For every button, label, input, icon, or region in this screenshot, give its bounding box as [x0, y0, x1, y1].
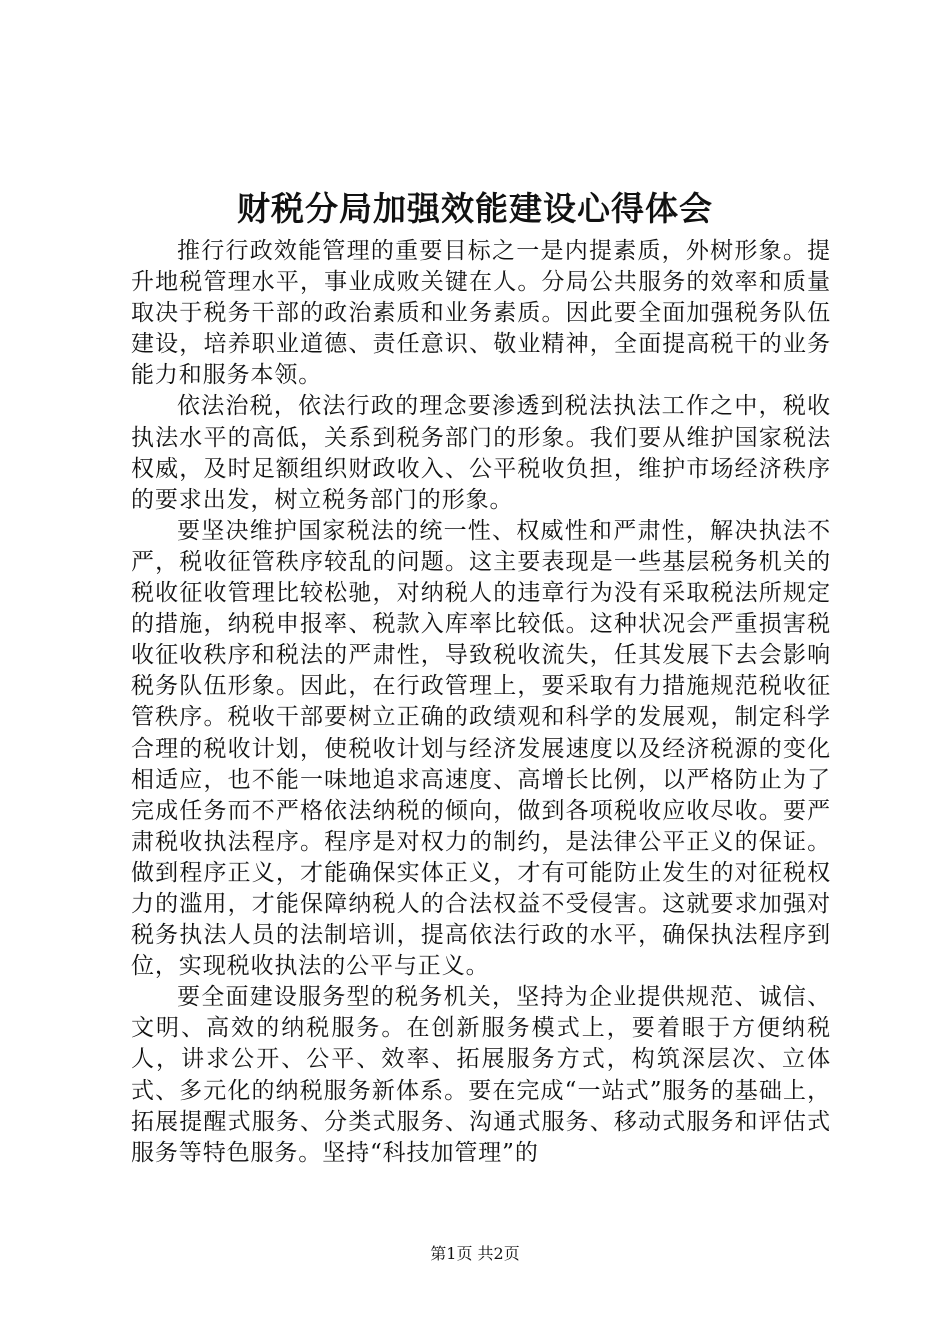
- paragraph-1: 推行行政效能管理的重要目标之一是内提素质，外树形象。提升地税管理水平，事业成败关键在人。分局公共服务的效率和质量取决于税务干部的政治素质和业务素质。因此要全面加强税务队伍建设，培养职业道德、责任意识、敬业精神，全面提高税干的业务能力和服务本领。: [131, 238, 831, 389]
- document-title: 财税分局加强效能建设心得体会: [237, 189, 713, 228]
- paragraph-2: 依法治税，依法行政的理念要渗透到税法执法工作之中，税收执法水平的高低，关系到税务部门的形象。我们要从维护国家税法权威，及时足额组织财政收入、公平税收负担，维护市场经济秩序的要求出发，树立税务部门的形象。: [131, 393, 831, 513]
- paragraph-3: 要坚决维护国家税法的统一性、权威性和严肃性，解决执法不严，税收征管秩序较乱的问题。这主要表现是一些基层税务机关的税收征收管理比较松驰，对纳税人的违章行为没有采取税法所规定的措施，纳税申报率、税款入库率比较低。这种状况会严重损害税收征收秩序和税法的严肃性，导致税收流失，任其发展下去会影响税务队伍形象。因此，在行政管理上，要采取有力措施规范税收征管秩序。税收干部要树立正确的政绩观和科学的发展观，制定科学合理的税收计划，使税收计划与经济发展速度以及经济税源的变化相适应，也不能一味地追求高速度、高增长比例，以严格防止为了完成任务而不严格依法纳税的倾向，做到各项税收应收尽收。要严肃税收执法程序。程序是对权力的制约，是法律公平正义的保证。做到程序正义，才能确保实体正义，才有可能防止发生的对征税权力的滥用，才能保障纳税人的合法权益不受侵害。这就要求加强对税务执法人员的法制培训，提高依法行政的水平，确保执法程序到位，实现税收执法的公平与正义。: [131, 517, 831, 980]
- document-body: [131, 236, 831, 1169]
- paragraph-4: 要全面建设服务型的税务机关，坚持为企业提供规范、诚信、文明、高效的纳税服务。在创新服务模式上，要着眼于方便纳税人，讲求公开、公平、效率、拓展服务方式，构筑深层次、立体式、多元化的纳税服务新体系。要在完成“一站式”服务的基础上，拓展提醒式服务、分类式服务、沟通式服务、移动式服务和评估式服务等特色服务。坚持“科技加管理”的: [131, 984, 831, 1166]
- page-number-footer: 第1页 共2页: [430, 1244, 520, 1263]
